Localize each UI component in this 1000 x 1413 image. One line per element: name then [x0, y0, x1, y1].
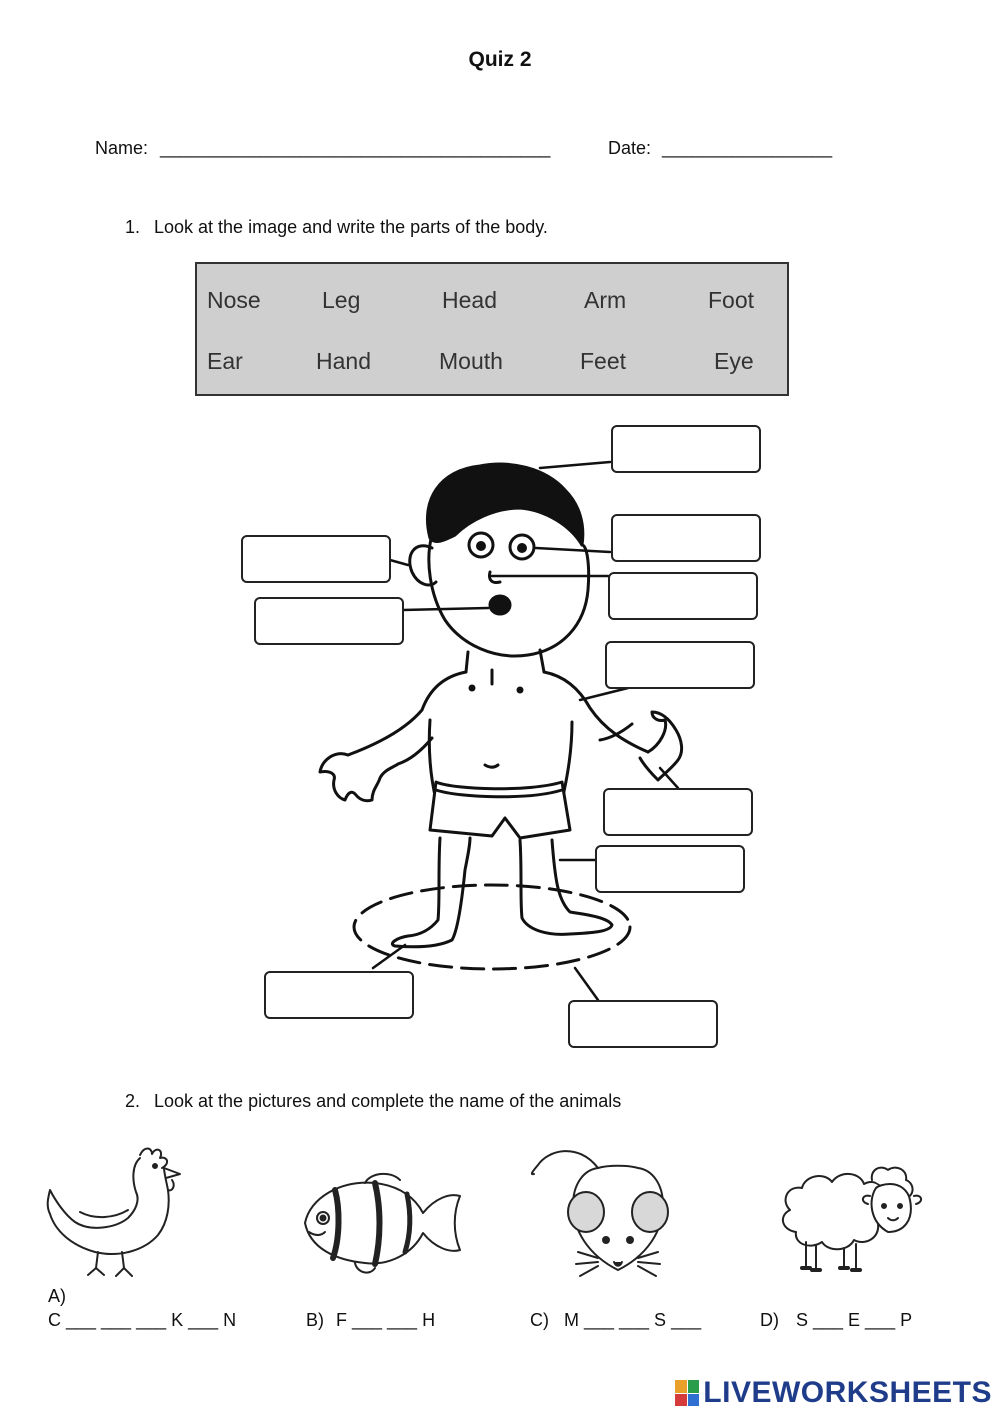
word-bank-item: Head	[442, 287, 497, 313]
answer-box-leg[interactable]	[595, 845, 745, 893]
question-1-text: Look at the image and write the parts of the body.	[154, 217, 548, 237]
animal-a-letter: A)	[48, 1286, 66, 1306]
name-label: Name:	[95, 138, 149, 158]
animal-c-prompt[interactable]: M ___ ___ S ___	[564, 1310, 702, 1330]
question-2-text: Look at the pictures and complete the name of the animals	[154, 1091, 622, 1111]
question-2-number: 2.	[125, 1091, 141, 1111]
liveworksheets-logo-icon	[675, 1380, 699, 1406]
word-bank-item: Leg	[322, 287, 361, 313]
word-bank-item: Mouth	[439, 348, 503, 374]
answer-box-ear[interactable]	[241, 535, 391, 583]
word-bank-item: Arm	[584, 287, 627, 313]
answer-box-foot[interactable]	[568, 1000, 718, 1048]
sheep-icon	[770, 1160, 930, 1280]
page-title: Quiz 2	[468, 48, 532, 71]
animal-b-prompt[interactable]: F ___ ___ H	[336, 1310, 436, 1330]
animal-b-letter: B)	[306, 1310, 324, 1330]
liveworksheets-brand-name: LIVEWORKSHEETS	[703, 1376, 992, 1409]
answer-box-hand[interactable]	[603, 788, 753, 836]
answer-box-feet[interactable]	[264, 971, 414, 1019]
answer-box-head[interactable]	[611, 425, 761, 473]
name-line[interactable]: _______________________________________	[160, 138, 551, 158]
answer-box-nose[interactable]	[608, 572, 758, 620]
answer-box-eye[interactable]	[611, 514, 761, 562]
animal-a-prompt[interactable]: C ___ ___ ___ K ___ N	[48, 1310, 237, 1330]
word-bank-item: Foot	[708, 287, 755, 313]
word-bank-item: Hand	[316, 348, 371, 374]
answer-box-arm[interactable]	[605, 641, 755, 689]
word-bank-item: Feet	[580, 348, 627, 374]
word-bank-item: Eye	[714, 348, 754, 374]
animal-d-letter: D)	[760, 1310, 779, 1330]
word-bank-item: Nose	[207, 287, 261, 313]
fish-icon	[295, 1168, 465, 1278]
animal-c-letter: C)	[530, 1310, 549, 1330]
date-label: Date:	[608, 138, 652, 158]
date-line[interactable]: _________________	[662, 138, 833, 158]
word-bank-item: Ear	[207, 348, 243, 374]
answer-box-mouth[interactable]	[254, 597, 404, 645]
mouse-icon	[528, 1140, 673, 1285]
animal-d-prompt[interactable]: S ___ E ___ P	[796, 1310, 913, 1330]
liveworksheets-logo	[675, 1376, 992, 1410]
question-1-number: 1.	[125, 217, 141, 237]
chicken-icon	[40, 1140, 200, 1285]
